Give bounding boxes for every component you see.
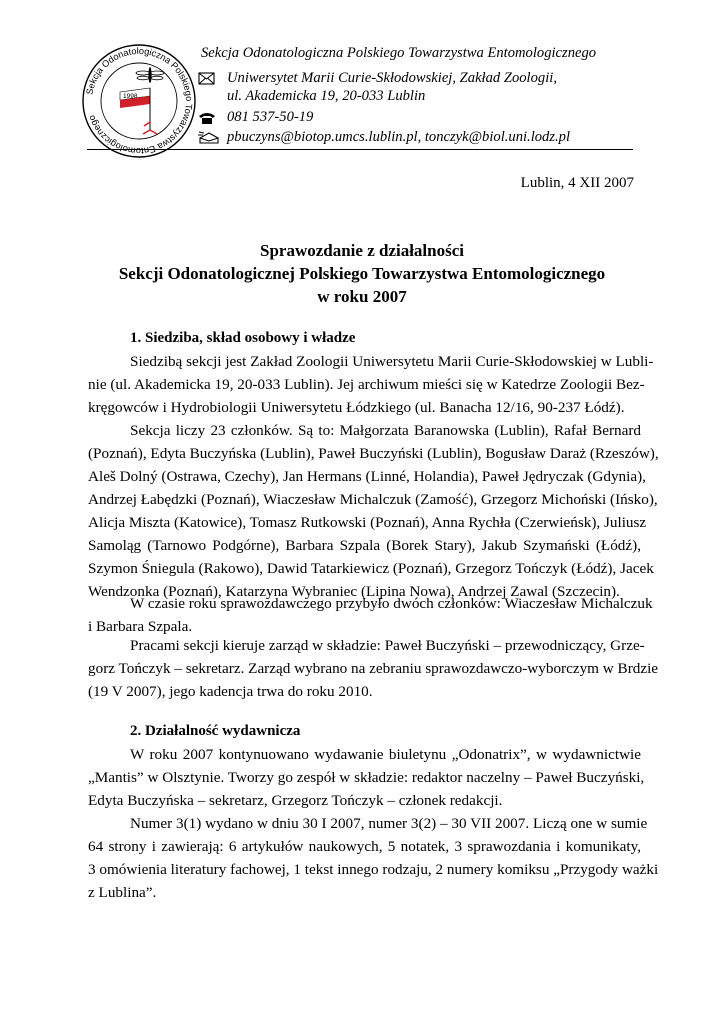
title-line: Sekcji Odonatologicznej Polskiego Towarzystwa Entomologicznego [118, 264, 606, 283]
paragraph-line: Sekcja liczy 23 członków. Są to: Małgorzata Baranowska (Lublin), Rafał Bernard [130, 422, 641, 439]
paragraph-line: Pracami sekcji kieruje zarząd w składzie: Paweł Buczyński – przewodniczący, Grze- [130, 637, 645, 654]
section-heading: 1. Siedziba, skład osobowy i władze [130, 330, 356, 346]
paragraph-line: kręgowców i Hydrobiologii Uniwersytetu Łódzkiego (ul. Banacha 12/16, 90-237 Łódź). [88, 399, 625, 416]
paragraph-line: Wendzonka (Poznań), Katarzyna Wybraniec (Lipina Nowa), Andrzej Zawal (Szczecin). [88, 583, 620, 600]
envelope-icon [197, 71, 217, 87]
paragraph-line: W czasie roku sprawozdawczego przybyło dwóch członków: Wiaczesław Michalczuk [130, 595, 653, 612]
paragraph-line: „Mantis” w Olsztynie. Tworzy go zespół w składzie: redaktor naczelny – Paweł Buczyński, [88, 769, 645, 786]
paragraph-line: gorz Tończyk – sekretarz. Zarząd wybrano na zebraniu sprawozdawczo-wyborczym w Brdzie [88, 660, 659, 677]
paragraph-line: 3 omówienia literatury fachowej, 1 tekst innego rodzaju, 2 numery komiksu „Przygody ważki [88, 861, 659, 878]
section-heading: 2. Działalność wydawnicza [130, 723, 301, 739]
logo-year: 1998 [123, 93, 138, 100]
paragraph [88, 350, 654, 419]
paragraph-line: Szymon Śniegula (Rakowo), Dawid Tatarkiewicz (Poznań), Grzegorz Tończyk (Łódź), Jacek [88, 560, 654, 577]
paragraph [88, 419, 659, 603]
header-phone: 081 537-50-19 [227, 109, 314, 125]
paragraph-line: (19 V 2007), jego kadencja trwa do roku 2010. [88, 683, 373, 700]
paragraph-line: Siedzibą sekcji jest Zakład Zoologii Uniwersytetu Marii Curie-Skłodowskiej w Lubli- [130, 353, 654, 370]
title-line: w roku 2007 [317, 287, 407, 306]
paragraph-line: z Lublina”. [88, 884, 157, 901]
paragraph-line: W roku 2007 kontynuowano wydawanie biuletynu „Odonatrix”, w wydawnictwie [130, 746, 641, 763]
paragraph-line: Andrzej Łabędzki (Poznań), Wiaczesław Michalczuk (Zamość), Grzegorz Michoński (Ińsko), [88, 491, 658, 508]
paragraph-line: Aleš Dolný (Ostrawa, Czechy), Jan Hermans (Linné, Holandia), Paweł Jędryczak (Gdynia), [88, 468, 646, 485]
title-line: Sprawozdanie z działalności [259, 241, 464, 260]
logo-ring-text: Sekcja Odonatologiczna Polskiego Towarzystwa Entomologicznego [84, 45, 195, 157]
paragraph-line: Samoląg (Tarnowo Podgórne), Barbara Szpala (Borek Stary), Jakub Szymański (Łódź), [88, 537, 641, 554]
paragraph [88, 743, 645, 812]
document-title [60, 239, 664, 308]
mail-icon [197, 129, 221, 145]
paragraph [88, 812, 659, 904]
section-logo [80, 42, 198, 160]
header-divider [87, 149, 633, 150]
paragraph-line: (Poznań), Edyta Buczyńska (Lublin), Paweł Buczyński (Lublin), Bogusław Daraż (Rzeszów), [88, 445, 659, 462]
header-address-line1: Uniwersytet Marii Curie-Skłodowskiej, Zakład Zoologii, [227, 70, 557, 86]
header-organization: Sekcja Odonatologiczna Polskiego Towarzystwa Entomologicznego [201, 45, 597, 61]
paragraph [88, 592, 653, 638]
document-date: Lublin, 4 XII 2007 [520, 175, 634, 191]
paragraph-line: i Barbara Szpala. [88, 618, 193, 635]
phone-icon [197, 110, 217, 126]
paragraph-line: Numer 3(1) wydano w dniu 30 I 2007, numer 3(2) – 30 VII 2007. Liczą one w sumie [130, 815, 648, 832]
paragraph-line: Edyta Buczyńska – sekretarz, Grzegorz Tończyk – członek redakcji. [88, 792, 503, 809]
header-address-line2: ul. Akademicka 19, 20-033 Lublin [227, 88, 426, 104]
paragraph-line: nie (ul. Akademicka 19, 20-033 Lublin). Jej archiwum mieści się w Katedrze Zoologii Bez- [88, 376, 645, 393]
paragraph [88, 634, 659, 703]
paragraph-line: Alicja Miszta (Katowice), Tomasz Rutkowski (Poznań), Anna Rychła (Czerwieńsk), Juliusz [88, 514, 647, 531]
header-email: pbuczyns@biotop.umcs.lublin.pl, tonczyk@biol.uni.lodz.pl [227, 129, 571, 145]
paragraph-line: 64 strony i zawierają: 6 artykułów naukowych, 5 notatek, 3 sprawozdania i komunikaty, [88, 838, 641, 855]
